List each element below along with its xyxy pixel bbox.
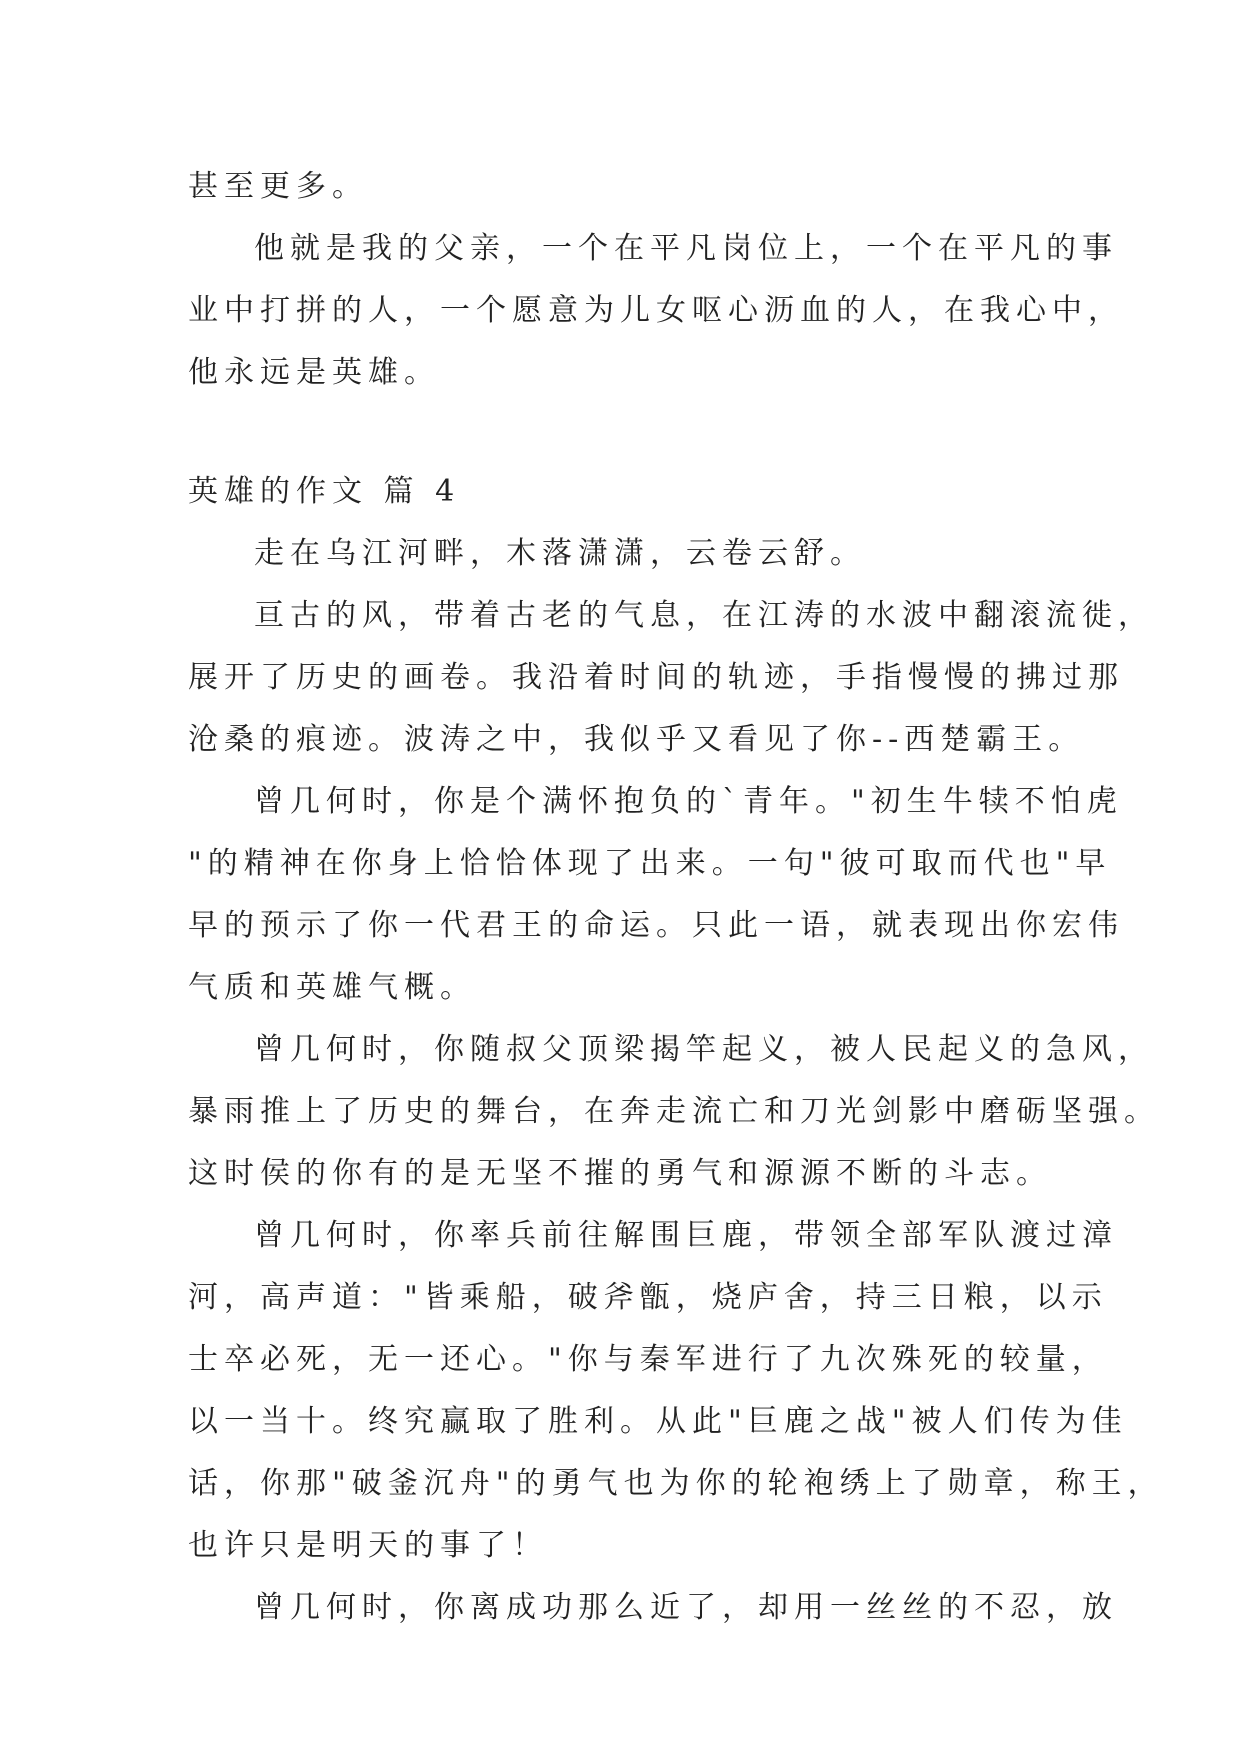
paragraph-line: 展开了历史的画卷。我沿着时间的轨迹，手指慢慢的拂过那 — [188, 660, 1124, 695]
paragraph-5 — [188, 1205, 1164, 1577]
paragraph-3 — [188, 771, 1124, 1019]
paragraph-2 — [188, 585, 1154, 771]
paragraph-line: 河，高声道："皆乘船，破斧甑，烧庐舍，持三日粮，以示 — [188, 1280, 1108, 1315]
section-title: 英雄的作文 篇 4 — [188, 474, 461, 509]
paragraph-6 — [188, 1577, 1118, 1639]
paragraph-line: "的精神在你身上恰恰体现了出来。一句"彼可取而代也"早 — [188, 846, 1112, 881]
paragraph-line: 曾几何时，你随叔父顶梁揭竿起义，被人民起义的急风， — [254, 1032, 1154, 1067]
paragraph-line: 气质和英雄气概。 — [188, 970, 476, 1005]
paragraph-line: 他就是我的父亲，一个在平凡岗位上，一个在平凡的事 — [254, 231, 1118, 266]
paragraph-line: 以一当十。终究赢取了胜利。从此"巨鹿之战"被人们传为佳 — [188, 1404, 1128, 1439]
paragraph-4 — [188, 1019, 1160, 1205]
paragraph-father — [188, 218, 1124, 404]
paragraph-line: 业中打拼的人，一个愿意为儿女呕心沥血的人，在我心中， — [188, 293, 1124, 328]
paragraph-line: 亘古的风，带着古老的气息，在江涛的水波中翻滚流徙， — [254, 598, 1154, 633]
paragraph-line: 暴雨推上了历史的舞台，在奔走流亡和刀光剑影中磨砺坚强。 — [188, 1094, 1160, 1129]
paragraph-line: 曾几何时，你率兵前往解围巨鹿，带领全部军队渡过漳 — [254, 1218, 1118, 1253]
paragraph-line: 这时侯的你有的是无坚不摧的勇气和源源不断的斗志。 — [188, 1156, 1052, 1191]
paragraph-line: 曾几何时，你是个满怀抱负的`青年。"初生牛犊不怕虎 — [254, 784, 1123, 819]
paragraph-1 — [188, 523, 1068, 585]
paragraph-line: 曾几何时，你离成功那么近了，却用一丝丝的不忍，放 — [254, 1590, 1118, 1625]
paragraph-line: 他永远是英雄。 — [188, 355, 440, 390]
paragraph-line: 沧桑的痕迹。波涛之中，我似乎又看见了你--西楚霸王。 — [188, 722, 1085, 757]
intro-fragment: 甚至更多。 — [188, 169, 368, 204]
paragraph-line: 话，你那"破釜沉舟"的勇气也为你的轮袍绣上了勋章，称王， — [188, 1466, 1164, 1501]
paragraph-line: 也许只是明天的事了！ — [188, 1528, 548, 1563]
paragraph-line: 走在乌江河畔，木落潇潇，云卷云舒。 — [254, 536, 866, 571]
section-gap — [188, 404, 1068, 461]
document-body — [188, 156, 1164, 1639]
paragraph-line: 早的预示了你一代君王的命运。只此一语，就表现出你宏伟 — [188, 908, 1124, 943]
paragraph-line: 士卒必死，无一还心。"你与秦军进行了九次殊死的较量， — [188, 1342, 1108, 1377]
